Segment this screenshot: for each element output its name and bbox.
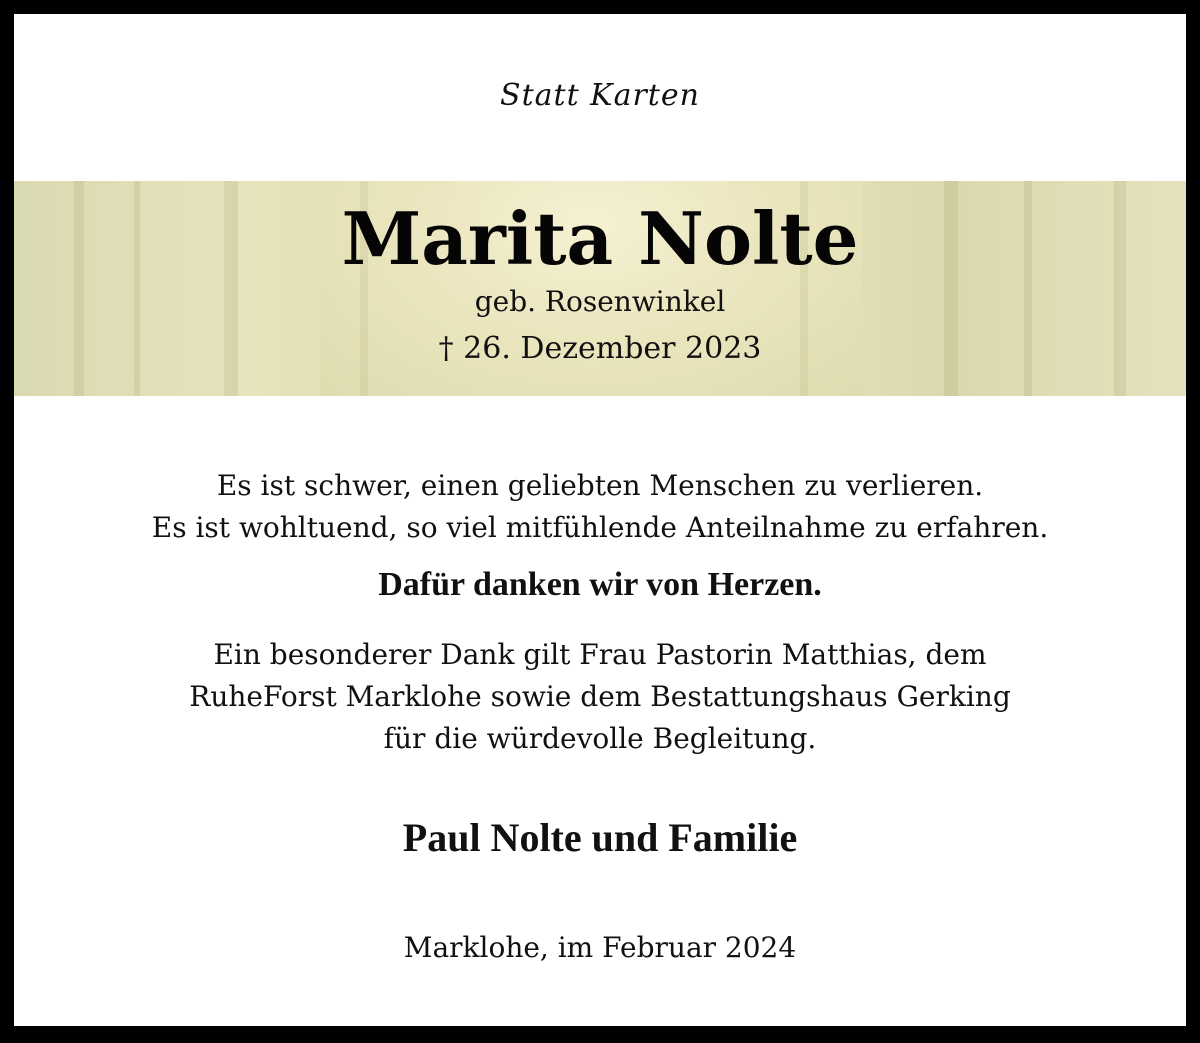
special-thanks-line: für die würdevolle Begleitung. (383, 722, 817, 755)
deceased-name: Marita Nolte (341, 196, 859, 281)
place-date: Marklohe, im Februar 2024 (403, 931, 797, 964)
thanks-heading: Dafür danken wir von Herzen. (378, 566, 822, 603)
death-date: † 26. Dezember 2023 (438, 331, 762, 366)
obituary-card (14, 14, 1186, 1026)
special-thanks-block (14, 634, 1186, 760)
quote-line: Es ist schwer, einen geliebten Menschen zu verlieren. (216, 469, 984, 502)
quote-line: Es ist wohltuend, so viel mitfühlende Anteilnahme zu erfahren. (151, 511, 1049, 544)
forest-banner (14, 181, 1186, 396)
header-text: Statt Karten (500, 78, 700, 113)
special-thanks-line: RuheForst Marklohe sowie dem Bestattungshaus Gerking (189, 680, 1011, 713)
special-thanks-line: Ein besonderer Dank gilt Frau Pastorin Matthias, dem (213, 638, 987, 671)
birth-name: geb. Rosenwinkel (474, 285, 726, 318)
quote-block (14, 465, 1186, 549)
family-signature: Paul Nolte und Familie (402, 815, 798, 860)
